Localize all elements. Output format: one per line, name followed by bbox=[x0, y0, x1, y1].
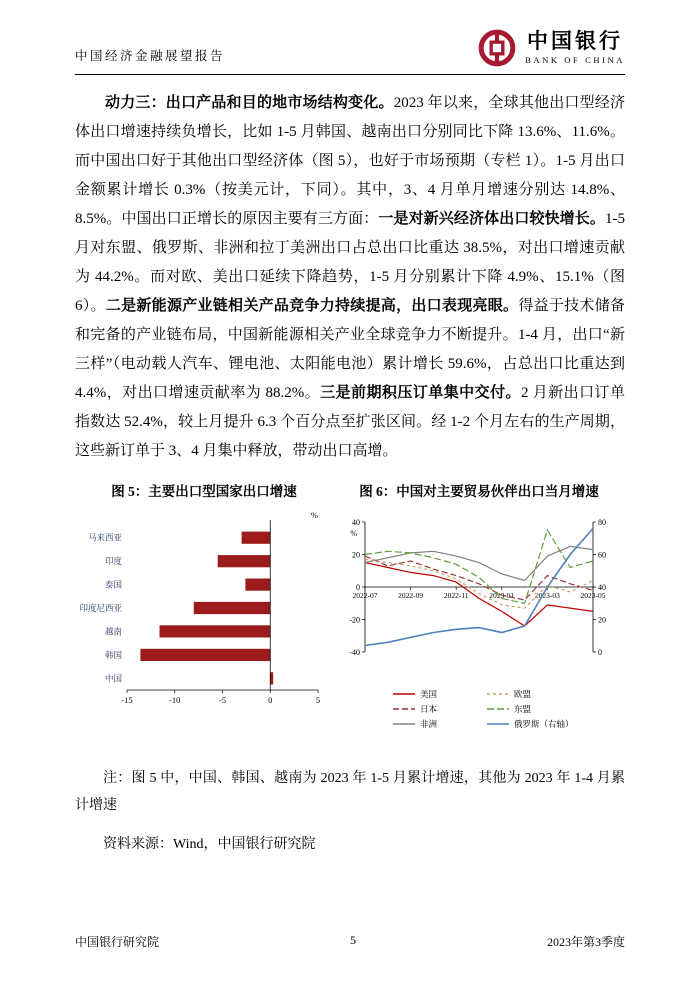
svg-text:0: 0 bbox=[268, 695, 273, 705]
boc-emblem-icon bbox=[477, 28, 517, 68]
fig5-bars bbox=[140, 532, 273, 685]
figure5 bbox=[75, 480, 333, 721]
svg-text:20: 20 bbox=[598, 615, 606, 625]
svg-text:0: 0 bbox=[356, 583, 360, 592]
paragraph-segment-bold: 二是新能源产业链相关产品竞争力持续提高，出口表现亮眼。 bbox=[105, 298, 519, 314]
bank-of-china-logo bbox=[477, 28, 625, 68]
figure6 bbox=[333, 480, 625, 755]
svg-text:2022-11: 2022-11 bbox=[443, 591, 469, 600]
fig5-category-labels bbox=[79, 533, 122, 684]
paragraph-segment: 1-5 月对东盟、俄罗斯、非洲和拉丁美洲出口占总出口比重达 38.5%，对出口增速贡献为 44.2%。而对欧、美出口延续下降趋势，1-5 月分别累计下降 4.9%、15.1%（图 6）。 bbox=[75, 211, 625, 314]
data-source-line: 资料来源：Wind，中国银行研究院 bbox=[103, 837, 316, 852]
svg-text:%: % bbox=[350, 529, 357, 538]
bank-name-en: BANK OF CHINA bbox=[525, 55, 625, 65]
bank-logo-text bbox=[525, 31, 625, 65]
bank-name-cn: 中国银行 bbox=[527, 29, 624, 53]
page-number: 5 bbox=[350, 933, 356, 947]
figures-row bbox=[75, 480, 625, 755]
paragraph-segment-bold: 三是前期积压订单集中交付。 bbox=[320, 385, 521, 401]
svg-text:美国: 美国 bbox=[420, 689, 438, 699]
svg-text:欧盟: 欧盟 bbox=[514, 689, 532, 699]
svg-text:东盟: 东盟 bbox=[514, 704, 532, 714]
figure5-title: 图 5：主要出口型国家出口增速 bbox=[111, 484, 297, 499]
footer-issue: 2023年第3季度 bbox=[546, 935, 625, 949]
svg-text:40: 40 bbox=[352, 518, 360, 527]
page-footer bbox=[75, 933, 625, 950]
fig6-axes bbox=[349, 518, 606, 657]
svg-text:-20: -20 bbox=[349, 615, 360, 625]
figure6-line-chart bbox=[333, 508, 623, 750]
svg-text:印度: 印度 bbox=[104, 556, 122, 567]
paragraph-segment: 得益于技术储备和完备的产业链布局，中国新能源相关产业全球竞争力不断提升。1-4 月，出口“新三样”（电动载人汽车、锂电池、太阳能电池）累计增长 59.6%，占总出口比重达到 4.4%，对出口增速贡献率为 88.2%。 bbox=[75, 298, 625, 401]
svg-text:印度尼西亚: 印度尼西亚 bbox=[79, 603, 122, 613]
svg-text:日本: 日本 bbox=[420, 704, 438, 714]
svg-text:40: 40 bbox=[598, 583, 606, 592]
svg-text:越南: 越南 bbox=[104, 626, 122, 637]
svg-text:韩国: 韩国 bbox=[104, 649, 122, 660]
svg-text:60: 60 bbox=[598, 550, 606, 560]
svg-text:马来西亚: 马来西亚 bbox=[87, 532, 122, 543]
svg-text:2023-01: 2023-01 bbox=[489, 591, 515, 600]
svg-text:泰国: 泰国 bbox=[104, 579, 122, 590]
svg-text:俄罗斯（右轴）: 俄罗斯（右轴） bbox=[514, 719, 574, 729]
footer-institution: 中国银行研究院 bbox=[75, 935, 160, 949]
fig6-legend bbox=[393, 689, 574, 729]
report-title: 中国经济金融展望报告 bbox=[75, 49, 226, 63]
paragraph-segment: 2 月新出口订单指数达 52.4%，较上月提升 6.3 个百分点至扩张区间。经 1-2 个月左右的生产周期，这些新订单于 3、4 月集中释放，带动出口高增。 bbox=[75, 385, 625, 459]
figure6-title: 图 6：中国对主要贸易伙伴出口当月增速 bbox=[359, 484, 599, 499]
figure5-bar-chart bbox=[75, 508, 330, 716]
svg-text:5: 5 bbox=[315, 695, 321, 705]
svg-text:-10: -10 bbox=[169, 695, 181, 705]
paragraph-segment-bold: 动力三：出口产品和目的地市场结构变化。 bbox=[105, 95, 394, 111]
svg-text:80: 80 bbox=[598, 518, 606, 527]
svg-text:-5: -5 bbox=[218, 695, 227, 705]
figure-note: 注：图 5 中，中国、韩国、越南为 2023 年 1-5 月累计增速，其他为 2023 年 1-4 月累计增速 bbox=[75, 771, 625, 813]
svg-text:0: 0 bbox=[598, 648, 602, 657]
svg-text:2023-05: 2023-05 bbox=[580, 591, 606, 600]
svg-text:-40: -40 bbox=[349, 648, 360, 657]
svg-text:2022-07: 2022-07 bbox=[352, 591, 378, 600]
paragraph-segment-bold: 一是对新兴经济体出口较快增长。 bbox=[378, 211, 605, 227]
svg-text:2022-09: 2022-09 bbox=[398, 591, 424, 600]
svg-text:%: % bbox=[310, 510, 318, 520]
svg-text:-15: -15 bbox=[121, 695, 133, 705]
paragraph-segment: 2023 年以来，全球其他出口型经济体出口增速持续负增长，比如 1-5 月韩国、越南出口分别同比下降 13.6%、11.6%。而中国出口好于其他出口型经济体（图 5），也好于市场预期（专栏 1）。1-5 月出口金额累计增长 0.3%（按美元计，下同）。其中，3、4 月单月增速分别达 14.8%、8.5%。中国出口正增长的原因主要有三方面： bbox=[75, 95, 625, 227]
svg-text:20: 20 bbox=[352, 550, 360, 560]
svg-text:中国: 中国 bbox=[104, 673, 122, 684]
svg-text:2023-03: 2023-03 bbox=[534, 591, 560, 600]
page-header bbox=[75, 28, 625, 68]
header-divider bbox=[75, 74, 625, 75]
svg-text:非洲: 非洲 bbox=[420, 719, 438, 729]
body-paragraph bbox=[75, 89, 625, 466]
